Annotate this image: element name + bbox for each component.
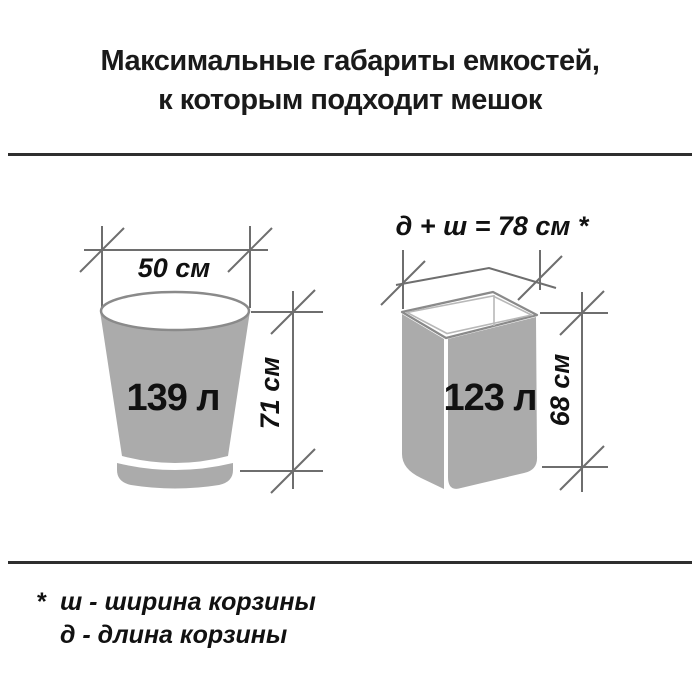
bucket-height-label: 71 см [255,356,285,430]
bin-dimension-sum-label: д + ш = 78 см * [395,211,589,241]
title-line-2: к которым подходит мешок [158,84,542,116]
footnote [36,586,316,652]
bucket-width-label: 50 см [137,253,211,283]
title-line-1: Максимальные габариты емкостей, [100,45,600,77]
footnote-line-1 [36,586,316,619]
bin-height-label: 68 см [545,353,575,427]
footnote-length-definition: д - длина корзины [60,621,288,649]
bucket-rim-opening [101,292,249,330]
footnote-line-2 [36,619,316,652]
footnote-marker: * [36,588,46,616]
bucket-volume-label: 139 л [126,377,220,419]
bucket-base [117,463,233,489]
footnote-width-definition: ш - ширина корзины [60,588,316,616]
bottom-divider [8,561,692,564]
bin-volume-label: 123 л [443,377,537,419]
